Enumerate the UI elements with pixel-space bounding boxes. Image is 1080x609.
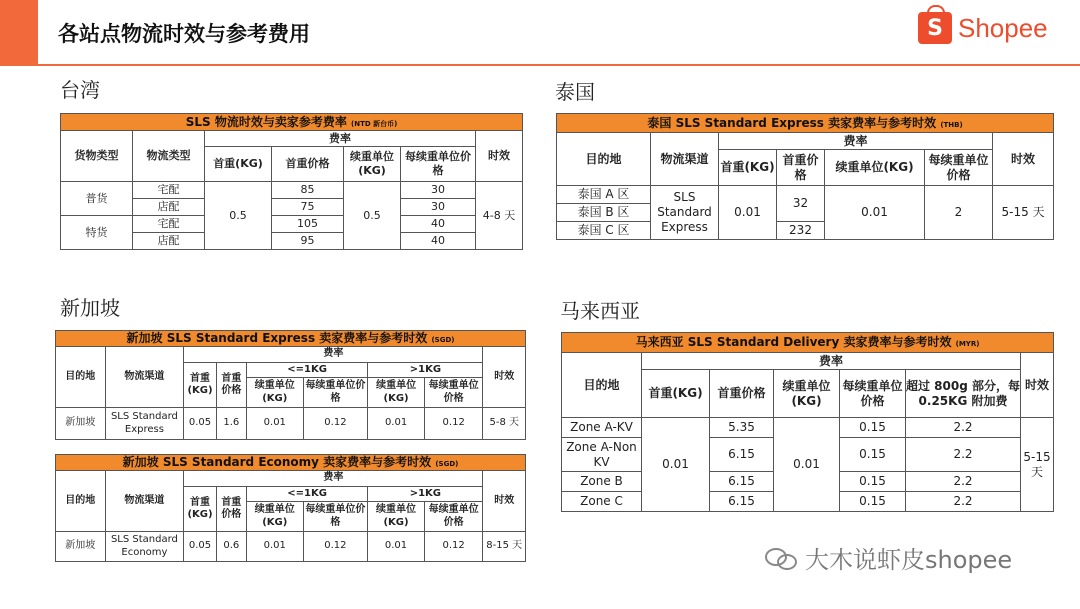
table-caption: 新加坡 SLS Standard Express 卖家费率与参考时效 (SGD) [56, 331, 526, 347]
singapore-economy-table [55, 454, 526, 562]
extra-cell: 2.2 [906, 472, 1021, 492]
col-header-gt-1kg: >1KG [368, 363, 483, 378]
cont-price-cell: 0.15 [840, 418, 906, 438]
singapore-express-table [55, 330, 526, 440]
col-header-le-1kg: <=1KG [246, 487, 367, 502]
col-header-cont: 续重单位(KG) [246, 502, 303, 532]
type-cell: 宅配 [133, 182, 205, 199]
first-price-cell: 6.15 [710, 438, 774, 472]
shopee-bag-icon: S [918, 12, 952, 44]
col-header-channel: 物流渠道 [105, 347, 184, 408]
dest-cell: 泰国 C 区 [557, 222, 651, 240]
col-header-cont: 续重单位(KG) [368, 502, 425, 532]
cont-price-cell: 30 [401, 182, 476, 199]
col-header-cont: 续重单位(KG) [825, 150, 925, 186]
col-header-cont-price: 每续重单位价格 [840, 370, 906, 418]
shopee-logo [918, 12, 1048, 44]
col-header-type: 物流类型 [133, 131, 205, 182]
first-price-cell: 105 [272, 216, 344, 233]
col-header-dest: 目的地 [557, 133, 651, 186]
cont-price-cell: 30 [401, 199, 476, 216]
cont-price-cell: 0.12 [424, 532, 483, 562]
col-header-first: 首重(KG) [184, 363, 216, 408]
col-header-first-price: 首重价格 [216, 363, 246, 408]
time-cell: 5-8 天 [483, 408, 526, 440]
cont-price-cell: 0.12 [303, 408, 368, 440]
cont-price-cell: 40 [401, 216, 476, 233]
channel-cell: SLS Standard Express [105, 408, 184, 440]
col-header-cont-price: 每续重单位价格 [424, 378, 483, 408]
table-caption: SLS 物流时效与卖家参考费率 (NTD 新台币) [61, 114, 523, 131]
col-header-first: 首重(KG) [719, 150, 777, 186]
col-header-cont: 续重单位(KG) [368, 378, 425, 408]
col-header-rate: 费率 [719, 133, 993, 150]
cont-price-cell: 0.15 [840, 438, 906, 472]
col-header-first-price: 首重价格 [777, 150, 825, 186]
region-title-malaysia: 马来西亚 [560, 299, 640, 323]
cont-price-cell: 2 [925, 186, 993, 240]
cont-cell: 0.01 [246, 532, 303, 562]
channel-cell: SLS Standard Express [651, 186, 719, 240]
taiwan-rate-table [60, 113, 523, 250]
col-header-first-price: 首重价格 [272, 147, 344, 182]
cont-price-cell: 0.12 [424, 408, 483, 440]
dest-cell: 新加坡 [56, 408, 106, 440]
malaysia-rate-table [561, 332, 1054, 512]
first-price-cell: 6.15 [710, 492, 774, 512]
first-price-cell: 95 [272, 233, 344, 250]
cont-cell: 0.01 [368, 408, 425, 440]
cont-cell: 0.01 [774, 418, 840, 512]
logo-text: Shopee [958, 12, 1048, 43]
time-cell: 5-15 天 [1021, 418, 1054, 512]
first-price-cell: 32 [777, 186, 825, 222]
col-header-channel: 物流渠道 [105, 471, 184, 532]
first-price-cell: 1.6 [216, 408, 246, 440]
table-caption: 马来西亚 SLS Standard Delivery 卖家费率与参考时效 (MYR) [562, 333, 1054, 353]
first-price-cell: 85 [272, 182, 344, 199]
col-header-dest: 目的地 [56, 347, 106, 408]
cont-cell: 0.01 [368, 532, 425, 562]
first-cell: 0.05 [184, 532, 216, 562]
col-header-cont-price: 每续重单位价格 [303, 502, 368, 532]
first-price-cell: 6.15 [710, 472, 774, 492]
col-header-extra: 超过 800g 部分，每 0.25KG 附加费 [906, 370, 1021, 418]
region-title-taiwan: 台湾 [60, 78, 100, 102]
first-cell: 0.05 [184, 408, 216, 440]
col-header-time: 时效 [1021, 353, 1054, 418]
page-title: 各站点物流时效与参考费用 [58, 22, 310, 46]
dest-cell: 新加坡 [56, 532, 106, 562]
col-header-dest: 目的地 [56, 471, 106, 532]
col-header-le-1kg: <=1KG [247, 363, 368, 378]
col-header-gt-1kg: >1KG [368, 487, 483, 502]
table-caption: 泰国 SLS Standard Express 卖家费率与参考时效 (THB) [557, 114, 1054, 133]
extra-cell: 2.2 [906, 492, 1021, 512]
col-header-rate: 费率 [642, 353, 1021, 370]
region-title-singapore: 新加坡 [60, 296, 120, 320]
watermark [765, 540, 1012, 575]
type-cell: 店配 [133, 233, 205, 250]
col-header-cont: 续重单位(KG) [247, 378, 304, 408]
time-cell: 5-15 天 [993, 186, 1054, 240]
first-price-cell: 5.35 [710, 418, 774, 438]
dest-cell: Zone C [562, 492, 642, 512]
cont-price-cell: 0.15 [840, 492, 906, 512]
time-cell: 4-8 天 [476, 182, 523, 250]
col-header-first: 首重(KG) [184, 487, 216, 532]
col-header-dest: 目的地 [562, 353, 642, 418]
col-header-time: 时效 [993, 133, 1054, 186]
region-title-thailand: 泰国 [555, 80, 595, 104]
extra-cell: 2.2 [906, 438, 1021, 472]
col-header-first-price: 首重价格 [216, 487, 246, 532]
header-divider [0, 64, 1080, 66]
col-header-first: 首重(KG) [642, 370, 710, 418]
first-cell: 0.01 [642, 418, 710, 512]
col-header-time: 时效 [483, 347, 526, 408]
cont-cell: 0.01 [247, 408, 304, 440]
channel-cell: SLS Standard Economy [105, 532, 184, 562]
dest-cell: Zone B [562, 472, 642, 492]
dest-cell: Zone A-Non KV [562, 438, 642, 472]
col-header-cont: 续重单位(KG) [344, 147, 401, 182]
first-price-cell: 232 [777, 222, 825, 240]
first-price-cell: 75 [272, 199, 344, 216]
col-header-cont-price: 每续重单位价格 [424, 502, 483, 532]
first-cell: 0.01 [719, 186, 777, 240]
dest-cell: 泰国 B 区 [557, 204, 651, 222]
type-cell: 宅配 [133, 216, 205, 233]
extra-cell: 2.2 [906, 418, 1021, 438]
dest-cell: 泰国 A 区 [557, 186, 651, 204]
col-header-cont-price: 每续重单位价格 [925, 150, 993, 186]
col-header-rate: 费率 [184, 471, 483, 487]
watermark-text: 大木说虾皮shopee [805, 546, 1013, 574]
thailand-rate-table [556, 113, 1054, 240]
col-header-cont: 续重单位(KG) [774, 370, 840, 418]
table-caption: 新加坡 SLS Standard Economy 卖家费率与参考时效 (SGD) [56, 455, 526, 471]
col-header-time: 时效 [476, 131, 523, 182]
first-cell: 0.5 [205, 182, 272, 250]
header-accent-bar [0, 0, 38, 64]
cont-cell: 0.5 [344, 182, 401, 250]
col-header-cont-price: 每续重单位价格 [303, 378, 368, 408]
col-header-first: 首重(KG) [205, 147, 272, 182]
cont-price-cell: 0.15 [840, 472, 906, 492]
col-header-rate: 费率 [205, 131, 476, 147]
col-header-time: 时效 [483, 471, 526, 532]
type-cell: 店配 [133, 199, 205, 216]
col-header-rate: 费率 [184, 347, 483, 363]
goods-cell: 特货 [61, 216, 133, 250]
first-price-cell: 0.6 [216, 532, 246, 562]
cont-cell: 0.01 [825, 186, 925, 240]
col-header-channel: 物流渠道 [651, 133, 719, 186]
time-cell: 8-15 天 [483, 532, 526, 562]
col-header-first-price: 首重价格 [710, 370, 774, 418]
wechat-icon [765, 546, 799, 570]
cont-price-cell: 0.12 [303, 532, 368, 562]
col-header-cont-price: 每续重单位价格 [401, 147, 476, 182]
col-header-goods: 货物类型 [61, 131, 133, 182]
cont-price-cell: 40 [401, 233, 476, 250]
goods-cell: 普货 [61, 182, 133, 216]
dest-cell: Zone A-KV [562, 418, 642, 438]
